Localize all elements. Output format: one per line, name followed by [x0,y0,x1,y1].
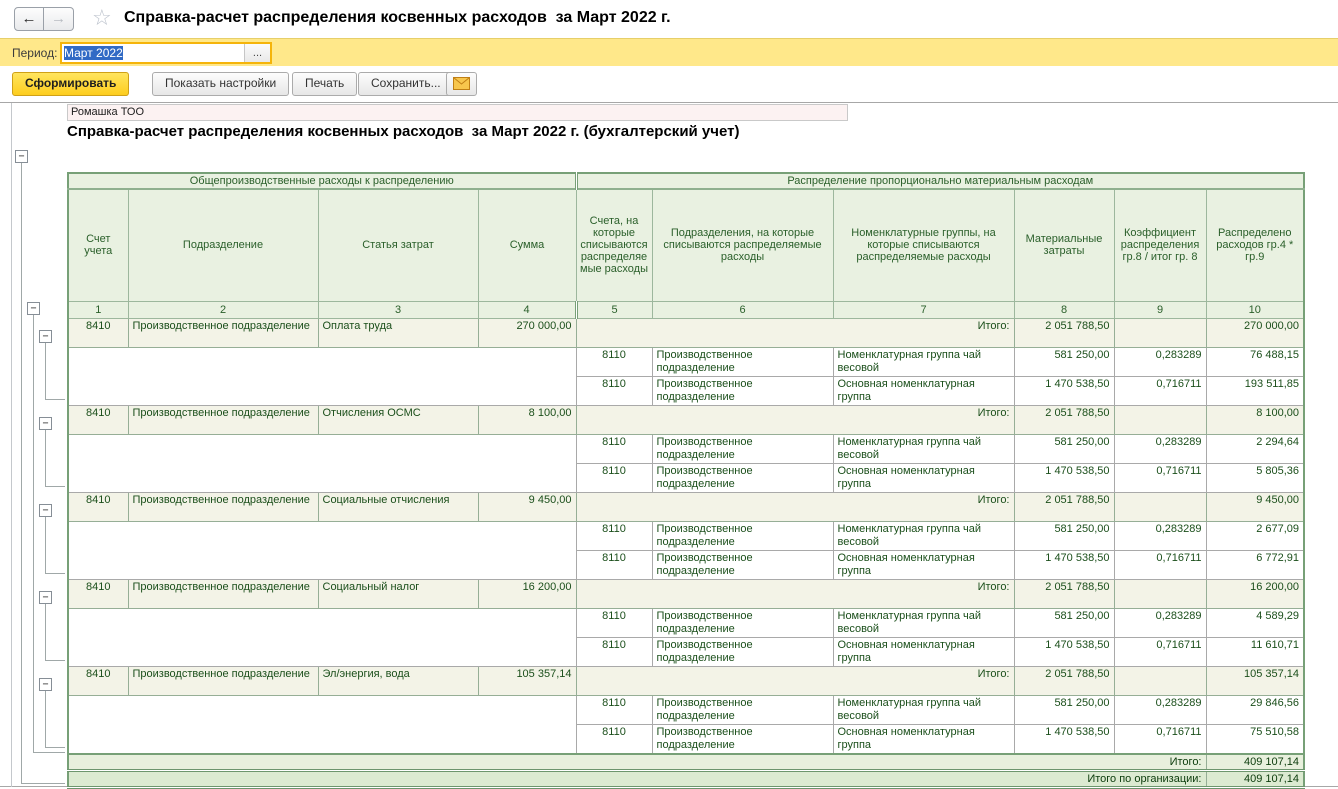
back-button[interactable]: ← [14,7,44,31]
nom-group-cell[interactable]: Основная номенклатурная группа [833,550,1014,579]
target-department-cell[interactable]: Производственное подразделение [652,724,833,754]
distributed-cell[interactable]: 2 294,64 [1206,434,1304,463]
column-number[interactable]: 3 [318,301,478,318]
group-itogo-label-cell[interactable]: Итого: [576,405,1014,434]
coef-cell[interactable]: 0,283289 [1114,608,1206,637]
group-blank-cell[interactable] [68,521,576,579]
collapse-group-icon[interactable]: − [39,417,52,430]
report-sheet [67,104,1300,785]
nom-group-cell[interactable]: Номенклатурная группа чай весовой [833,695,1014,724]
distributed-total-cell[interactable]: 9 450,00 [1206,492,1304,521]
target-account-cell[interactable]: 8110 [576,550,652,579]
report-table [67,172,1305,789]
department-cell[interactable]: Производственное подразделение [128,579,318,608]
department-cell[interactable]: Производственное подразделение [128,492,318,521]
distributed-cell[interactable]: 193 511,85 [1206,376,1304,405]
account-cell[interactable]: 8410 [68,318,128,347]
material-cell[interactable]: 581 250,00 [1014,434,1114,463]
coef-total-cell[interactable] [1114,492,1206,521]
cost-item-cell[interactable]: Отчисления ОСМС [318,405,478,434]
collapse-group-icon[interactable]: − [39,591,52,604]
coef-cell[interactable]: 0,716711 [1114,724,1206,754]
coef-cell[interactable]: 0,716711 [1114,637,1206,666]
coef-total-cell[interactable] [1114,405,1206,434]
distributed-cell[interactable]: 29 846,56 [1206,695,1304,724]
material-cell[interactable]: 581 250,00 [1014,347,1114,376]
target-account-cell[interactable]: 8110 [576,347,652,376]
coef-total-cell[interactable] [1114,318,1206,347]
target-account-cell[interactable]: 8110 [576,608,652,637]
target-department-cell[interactable]: Производственное подразделение [652,434,833,463]
period-label: Период: [12,46,58,60]
material-total-cell[interactable]: 2 051 788,50 [1014,492,1114,521]
distributed-cell[interactable]: 2 677,09 [1206,521,1304,550]
target-department-cell[interactable]: Производственное подразделение [652,521,833,550]
organization-cell[interactable]: Ромашка ТОО [67,104,848,121]
amount-cell[interactable]: 270 000,00 [478,318,576,347]
department-cell[interactable]: Производственное подразделение [128,666,318,695]
column-number[interactable]: 6 [652,301,833,318]
page-title: Справка-расчет распределения косвенных расходов за Март 2022 г. [124,9,671,26]
collapse-group-icon[interactable]: − [39,330,52,343]
distributed-total-cell[interactable]: 105 357,14 [1206,666,1304,695]
target-department-cell[interactable]: Производственное подразделение [652,376,833,405]
send-mail-button[interactable] [446,72,477,96]
title-bar [0,0,1338,38]
material-cell[interactable]: 1 470 538,50 [1014,637,1114,666]
target-department-cell[interactable]: Производственное подразделение [652,695,833,724]
distributed-cell[interactable]: 6 772,91 [1206,550,1304,579]
target-account-cell[interactable]: 8110 [576,521,652,550]
coef-cell[interactable]: 0,716711 [1114,550,1206,579]
nom-group-cell[interactable]: Основная номенклатурная группа [833,724,1014,754]
distributed-cell[interactable]: 76 488,15 [1206,347,1304,376]
coef-cell[interactable]: 0,716711 [1114,463,1206,492]
amount-cell[interactable]: 9 450,00 [478,492,576,521]
distributed-cell[interactable]: 11 610,71 [1206,637,1304,666]
column-header[interactable]: Статья затрат [318,189,478,301]
column-header[interactable]: Номенклатурные группы, на которые списываются распределяемые расходы [833,189,1014,301]
period-bar [0,38,1338,66]
distributed-total-cell[interactable]: 270 000,00 [1206,318,1304,347]
column-header[interactable]: Коэффициент распределения гр.8 / итог гр. 8 [1114,189,1206,301]
coef-total-cell[interactable] [1114,579,1206,608]
cost-item-cell[interactable]: Оплата труда [318,318,478,347]
target-account-cell[interactable]: 8110 [576,463,652,492]
period-field [60,42,272,64]
group-bracket [45,604,65,661]
material-total-cell[interactable]: 2 051 788,50 [1014,318,1114,347]
pane-edge-line [11,103,12,787]
report-table-body [68,318,1304,754]
generate-button[interactable]: Сформировать [12,72,129,96]
distributed-cell[interactable]: 4 589,29 [1206,608,1304,637]
department-cell[interactable]: Производственное подразделение [128,318,318,347]
group-bracket [45,343,65,400]
grand-total-label[interactable]: Итого: [68,754,1206,771]
column-number[interactable]: 5 [576,301,652,318]
nom-group-cell[interactable]: Номенклатурная группа чай весовой [833,608,1014,637]
save-button[interactable]: Сохранить... [358,72,454,96]
target-account-cell[interactable]: 8110 [576,695,652,724]
coef-cell[interactable]: 0,283289 [1114,521,1206,550]
target-account-cell[interactable]: 8110 [576,376,652,405]
column-header[interactable]: Материальные затраты [1014,189,1114,301]
envelope-icon [453,79,470,93]
report-pane [0,103,1338,787]
report-title: Справка-расчет распределения косвенных расходов за Март 2022 г. (бухгалтерский учет) [67,123,740,140]
grand-total-value[interactable]: 409 107,14 [1206,754,1304,771]
coef-total-cell[interactable] [1114,666,1206,695]
column-header[interactable]: Подразделения, на которые списываются распределяемые расходы [652,189,833,301]
period-input[interactable]: Март 2022 [64,46,123,60]
column-header[interactable]: Распределено расходов гр.4 * гр.9 [1206,189,1304,301]
column-number[interactable]: 9 [1114,301,1206,318]
distributed-cell[interactable]: 75 510,58 [1206,724,1304,754]
material-cell[interactable]: 1 470 538,50 [1014,376,1114,405]
column-number[interactable]: 2 [128,301,318,318]
group-bracket [45,517,65,574]
material-total-cell[interactable]: 2 051 788,50 [1014,666,1114,695]
nom-group-cell[interactable]: Номенклатурная группа чай весовой [833,347,1014,376]
org-total-label[interactable]: Итого по организации: [68,771,1206,788]
band-header-left[interactable]: Общепроизводственные расходы к распределению [68,173,576,189]
target-account-cell[interactable]: 8110 [576,637,652,666]
target-department-cell[interactable]: Производственное подразделение [652,463,833,492]
target-department-cell[interactable]: Производственное подразделение [652,550,833,579]
cost-item-cell[interactable]: Социальный налог [318,579,478,608]
group-itogo-label-cell[interactable]: Итого: [576,492,1014,521]
group-blank-cell[interactable] [68,695,576,754]
forward-button[interactable]: → [44,7,74,31]
material-cell[interactable]: 581 250,00 [1014,608,1114,637]
cost-item-cell[interactable]: Эл/энергия, вода [318,666,478,695]
material-cell[interactable]: 1 470 538,50 [1014,724,1114,754]
material-total-cell[interactable]: 2 051 788,50 [1014,405,1114,434]
group-itogo-label-cell[interactable]: Итого: [576,318,1014,347]
coef-cell[interactable]: 0,716711 [1114,376,1206,405]
distributed-total-cell[interactable]: 16 200,00 [1206,579,1304,608]
material-cell[interactable]: 1 470 538,50 [1014,550,1114,579]
nom-group-cell[interactable]: Номенклатурная группа чай весовой [833,521,1014,550]
material-total-cell[interactable]: 2 051 788,50 [1014,579,1114,608]
show-settings-button[interactable]: Показать настройки [152,72,289,96]
distributed-cell[interactable]: 5 805,36 [1206,463,1304,492]
column-number[interactable]: 1 [68,301,128,318]
target-department-cell[interactable]: Производственное подразделение [652,637,833,666]
target-account-cell[interactable]: 8110 [576,724,652,754]
collapse-group-icon[interactable]: − [39,678,52,691]
nom-group-cell[interactable]: Основная номенклатурная группа [833,637,1014,666]
coef-cell[interactable]: 0,283289 [1114,347,1206,376]
distributed-total-cell[interactable]: 8 100,00 [1206,405,1304,434]
group-blank-cell[interactable] [68,608,576,666]
material-cell[interactable]: 581 250,00 [1014,521,1114,550]
nom-group-cell[interactable]: Номенклатурная группа чай весовой [833,434,1014,463]
amount-cell[interactable]: 105 357,14 [478,666,576,695]
column-number[interactable]: 4 [478,301,576,318]
print-button[interactable]: Печать [292,72,357,96]
target-department-cell[interactable]: Производственное подразделение [652,608,833,637]
group-itogo-label-cell[interactable]: Итого: [576,666,1014,695]
group-blank-cell[interactable] [68,347,576,405]
coef-cell[interactable]: 0,283289 [1114,434,1206,463]
cost-item-cell[interactable]: Социальные отчисления [318,492,478,521]
nom-group-cell[interactable]: Основная номенклатурная группа [833,463,1014,492]
period-choose-button[interactable]: ... [244,44,270,62]
column-number[interactable]: 7 [833,301,1014,318]
collapse-group-icon[interactable]: − [27,302,40,315]
collapse-group-icon[interactable]: − [39,504,52,517]
column-header[interactable]: Подразделение [128,189,318,301]
nom-group-cell[interactable]: Основная номенклатурная группа [833,376,1014,405]
collapse-group-icon[interactable]: − [15,150,28,163]
band-header-right[interactable]: Распределение пропорционально материальным расходам [576,173,1304,189]
group-itogo-label-cell[interactable]: Итого: [576,579,1014,608]
amount-cell[interactable]: 8 100,00 [478,405,576,434]
target-account-cell[interactable]: 8110 [576,434,652,463]
column-number[interactable]: 8 [1014,301,1114,318]
material-cell[interactable]: 581 250,00 [1014,695,1114,724]
group-bracket [45,430,65,487]
column-header[interactable]: Счет учета [68,189,128,301]
report-toolbar [0,66,1338,102]
amount-cell[interactable]: 16 200,00 [478,579,576,608]
account-cell[interactable]: 8410 [68,405,128,434]
account-cell[interactable]: 8410 [68,579,128,608]
column-header[interactable]: Счета, на которые списываются распределяемые расходы [576,189,652,301]
org-total-value[interactable]: 409 107,14 [1206,771,1304,788]
group-blank-cell[interactable] [68,434,576,492]
coef-cell[interactable]: 0,283289 [1114,695,1206,724]
target-department-cell[interactable]: Производственное подразделение [652,347,833,376]
account-cell[interactable]: 8410 [68,666,128,695]
column-header[interactable]: Сумма [478,189,576,301]
account-cell[interactable]: 8410 [68,492,128,521]
department-cell[interactable]: Производственное подразделение [128,405,318,434]
column-number[interactable]: 10 [1206,301,1304,318]
material-cell[interactable]: 1 470 538,50 [1014,463,1114,492]
favorite-star-icon[interactable]: ☆ [92,5,112,30]
group-bracket [45,691,65,748]
